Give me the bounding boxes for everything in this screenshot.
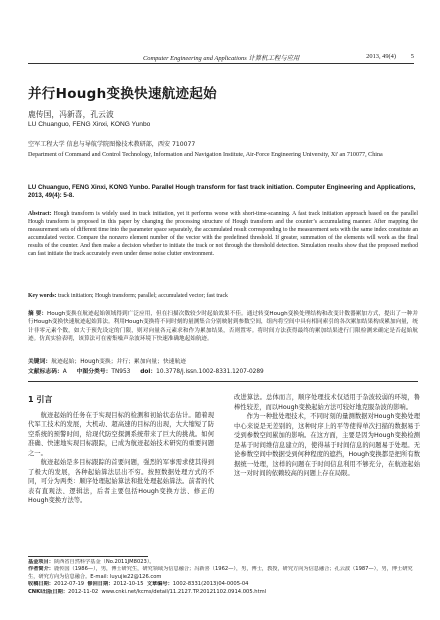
- received-date: 2012-07-19: [53, 581, 85, 588]
- clc-label: 中图分类号：: [76, 369, 112, 375]
- cnki-date: 2012-11-02: [68, 588, 99, 595]
- citation: LU Chuanguo, FENG Xinxi, KONG Yunbo. Parallel Hough transform for fast track initiation. Computer Engineering and Applications, 2013, 49(4): 5-8.: [28, 184, 416, 200]
- abstract-english-label: Abstract:: [28, 211, 52, 217]
- cnki-date-label: CNKI出版日期：: [28, 588, 69, 595]
- document-identifiers: [28, 368, 418, 376]
- received-label: 收稿日期：: [28, 581, 54, 588]
- journal-name: Computer Engineering and Applications 计算机工程与应用: [143, 55, 300, 62]
- page-number: 5: [410, 53, 414, 60]
- keywords-english-label: Key words:: [28, 293, 57, 299]
- footnote-cnki: [28, 589, 420, 596]
- abstract-chinese-text: Hough变换在航迹起始领域得到广泛应用，但在扫描次数较少时起始效果不佳。通过转变Hough变换处理结构和改变计数器累加方式，提出了一种并行Hough变换快速航迹起始算法。利用Hough变换将不同时刻的量测集合分别映射到参数空间，组内将空间中具有相同索引的各次累加结果构成累加向量，统计非零元素个数，如大于预先设定的门限，则对向量各元素求和作为累加结果，否则置零。将时间方法获得最终的累加结果进行门限检测来确定是否起始航迹。仿真实验表明，该算法可在密集噪声杂波环境下快速准确地起始航迹。: [28, 311, 418, 342]
- body-paragraph: 航迹起始的任务在于实现目标的检测和初始状态估计。随着现代军工技术的发展，大机动、超高速的目标的出现，大大缩短了防空系统的预警时间，给现代防空探测系统带来了巨大的挑战。如何准确、快速地实现目标跟踪，已成为航迹起始技术研究的重要问题之一。: [28, 411, 214, 457]
- affiliation-chinese: 空军工程大学 信息与导航学院图像技术教研部，西安 710077: [28, 141, 196, 148]
- paper-title: 并行Hough变换快速航迹起始: [28, 86, 217, 102]
- abstract-english-text: Hough transform is widely used in track initiation, yet it performs worse with short-time-scanning. A fast track initiation approach based on the parallel Hough transform is proposed in this paper by changing the processing structure of Hough transform and the counter’s accumulating manner. After mapping the measurement sets of different time into the parameter space separately, the accumulated result corresponding to the measurement sets with the same index constitute an accumulated vector. Compare the nonzero element number of the vector with the predefined threshold. If greater, summation of the elements will work as the final results of the counter. And then make a decision whether to initiate the track or not through the threshold detection. Simulation results show that the proposed method can fast initiate the track accurately even under dense noise clutter environment.: [28, 211, 418, 257]
- fund-text: 陕西省自然科学基金（No.2011JM8023）。: [53, 559, 155, 565]
- abstract-chinese: [28, 310, 418, 343]
- author-bio-label: 作者简介：: [28, 566, 54, 573]
- footnote-author: [28, 566, 420, 581]
- authors-chinese: 鹿传国，冯新喜，孔云波: [28, 110, 114, 119]
- keywords-chinese: [28, 358, 418, 366]
- abstract-english: [28, 211, 418, 258]
- keywords-english-text: track initiation; Hough transform; parallel; accumulated vector; fast track: [56, 293, 228, 299]
- authors-english: LU Chuanguo, FENG Xinxi, KONG Yunbo: [28, 121, 151, 128]
- section-heading: 1 引言: [28, 395, 53, 404]
- affiliation-english: Department of Command and Control Technology, Information and Navigation Institute, Air-Force Engineering University, Xi' an 710077, China: [28, 152, 383, 158]
- author-bio-text: 鹿传国（1986—），男，博士研究生，研究领域为信息融合；冯新喜（1962—），男，博士，教授，研究方向为信息融合；孔云波（1987—），男，博士研究生，研究方向为信息融合。E-mail: luyujie22@126.com: [28, 566, 413, 580]
- body-paragraph: 航迹起始是多目标跟踪的首要问题，强烈的军事需求使其得到了极大的发展，各种起始算法层出不穷。按照数据处理方式的不同，可分为两类：顺序处理起始算法和批处理起始算法。前者的代表有直观法、逻辑法，后者主要包括Hough变换方法、修正的Hough变换方法等。: [28, 459, 214, 504]
- keywords-chinese-text: 航迹起始；Hough变换；并行；累加向量；快速航迹: [51, 359, 187, 365]
- revised-label: 修回日期：: [87, 581, 114, 588]
- keywords-english: [28, 293, 418, 301]
- doc-code-label: 文献标志码：: [28, 369, 63, 375]
- footnote-divider: [28, 556, 148, 557]
- body-column-left: [28, 393, 214, 506]
- clc-value: TN953: [111, 369, 131, 375]
- section-divider: [28, 381, 418, 382]
- body-paragraph: 改进算法。总体而言，顺序处理技术仅适用于杂波较弱的环境，鲁棒性较差，而以Hough变换起始方法可较好地克服杂波的影响。: [234, 394, 420, 411]
- revised-date: 2012-10-15: [113, 581, 144, 588]
- body-paragraph: 作为一种批处理技术，不同时刻的量测数据对Hough变换处理中心来说是无差别的，这种时序上的平等使得单次扫描的数据易于受到参数空间累加的影响。在这方面，主要是因为Hough变换检测是基于时间维信息建立的，使得基于时间信息的问题易于处理。无论参数空间中数据受到何种程度的遮挡，Hough变换都是把所有数据统一处理，这样的问题在于时间信息利用不够充分，在航迹起始这一对时间的依赖较高的问题上存在局限。: [234, 413, 420, 477]
- article-number: 1002-8331(2013)04-0005-04: [172, 581, 249, 588]
- doc-code-value: A: [62, 369, 67, 375]
- running-header: [28, 51, 414, 64]
- footnote-dates: [28, 581, 420, 588]
- article-number-label: 文章编号：: [146, 581, 173, 588]
- footnotes: [28, 559, 420, 596]
- keywords-chinese-label: 关键词：: [28, 359, 52, 365]
- fund-label: 基金项目：: [28, 559, 54, 565]
- cnki-url[interactable]: www.cnki.net/kcms/detail/11.2127.TP.20121102.0914.005.html: [101, 588, 267, 595]
- footnote-fund: [28, 559, 420, 566]
- body-column-right: [234, 393, 420, 479]
- abstract-chinese-label: 摘 要：: [28, 311, 48, 317]
- doi-value: 10.3778/j.issn.1002-8331.1207-0289: [156, 369, 264, 375]
- doi-label: doi：: [140, 369, 157, 375]
- issue-number: 2013, 49(4): [366, 53, 396, 60]
